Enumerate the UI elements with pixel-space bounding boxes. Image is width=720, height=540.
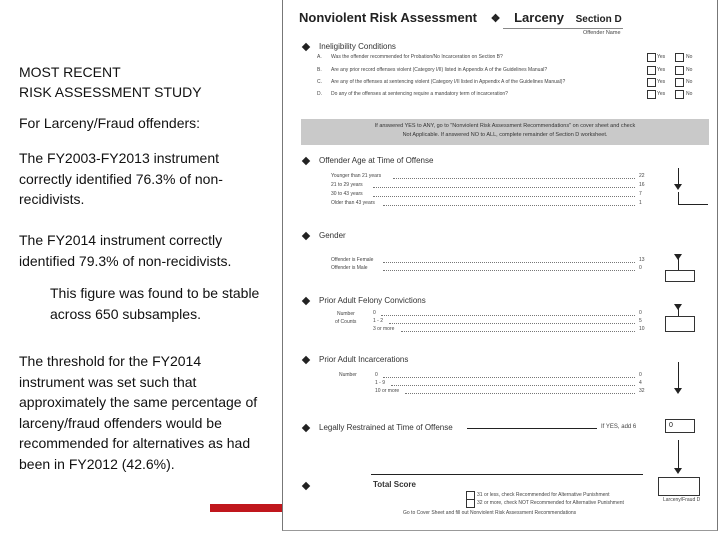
arrow-down-icon <box>674 388 682 394</box>
row-text: Do any of the offenses at sentencing require a mandatory term of incarceration? <box>331 91 508 97</box>
gender-score-box[interactable] <box>665 270 695 282</box>
paragraph-threshold: The threshold for the FY2014 instrument was set such that approximately the same percentage of larceny/fraud offenders would be recommended for alternatives as had been in FY2012 (42.6%). <box>19 353 258 472</box>
total-score-box[interactable] <box>658 477 700 496</box>
yes-checkbox[interactable] <box>647 66 656 75</box>
bullet-icon <box>302 356 310 364</box>
form-title <box>299 10 622 25</box>
paragraph-fy2014: The FY2014 instrument correctly identified 79.3% of non-recidivists. <box>19 232 232 269</box>
paragraph-fy2003: The FY2003-FY2013 instrument correctly identified 76.3% of non-recidivists. <box>19 150 223 207</box>
leader-dots <box>391 385 635 386</box>
yes-checkbox[interactable] <box>647 78 656 87</box>
felony-sublabel: of Counts <box>335 319 357 325</box>
flow-line <box>678 204 708 205</box>
subheading: For Larceny/Fraud offenders: <box>19 115 201 131</box>
incarc-row-score: 32 <box>639 388 645 394</box>
total-option-2: 32 or more, check NOT Recommended for Alternative Punishment <box>477 500 624 506</box>
yes-label: Yes <box>657 54 666 60</box>
yes-label: Yes <box>657 67 666 73</box>
heading-line-2: RISK ASSESSMENT STUDY <box>19 84 202 100</box>
age-row-score: 16 <box>639 182 645 188</box>
gender-row-text: Offender is Male <box>331 265 368 271</box>
yes-checkbox[interactable] <box>647 53 656 62</box>
form-title-left: Nonviolent Risk Assessment <box>299 10 477 25</box>
no-checkbox[interactable] <box>675 53 684 62</box>
row-letter: C. <box>317 79 322 85</box>
leader-dots <box>401 331 635 332</box>
total-footer: Go to Cover Sheet and fill out Nonviolent Risk Assessment Recommendations <box>403 510 577 516</box>
no-checkbox[interactable] <box>675 78 684 87</box>
bullet-icon <box>302 297 310 305</box>
incarc-row-score: 0 <box>639 372 642 378</box>
age-row-text: 21 to 29 years <box>331 182 363 188</box>
flow-line <box>678 192 679 204</box>
incarc-row-text: 0 <box>375 372 378 378</box>
no-label: No <box>686 67 693 73</box>
felony-label: Prior Adult Felony Convictions <box>319 296 426 305</box>
flow-line <box>678 440 679 470</box>
incarc-row-score: 4 <box>639 380 642 386</box>
leader-dots <box>389 323 635 324</box>
gender-row-text: Offender is Female <box>331 257 374 263</box>
form-title-middle: Larceny <box>514 10 564 25</box>
diamond-icon: ❖ <box>490 13 501 25</box>
bullet-icon <box>302 232 310 240</box>
row-letter: B. <box>317 67 322 73</box>
row-text: Was the offender recommended for Probation/No Incarceration on Section B? <box>331 54 503 60</box>
legally-label: Legally Restrained at Time of Offense <box>319 423 453 432</box>
offender-name-line <box>503 28 623 29</box>
leader-dots <box>393 178 635 179</box>
row-letter: D. <box>317 91 322 97</box>
no-checkbox[interactable] <box>675 90 684 99</box>
age-row-score: 22 <box>639 173 645 179</box>
bullet-icon <box>302 43 310 51</box>
age-row-text: Older than 43 years <box>331 200 375 206</box>
yes-label: Yes <box>657 91 666 97</box>
worksheet-form <box>282 0 718 531</box>
flow-line <box>467 428 597 429</box>
paragraph-stable: This figure was found to be stable across 650 subsamples. <box>50 285 260 322</box>
total-box-caption: Larceny/Fraud D <box>663 497 701 503</box>
gender-label: Gender <box>319 231 346 240</box>
no-checkbox[interactable] <box>675 66 684 75</box>
incarc-sublabel: Number <box>339 372 357 378</box>
felony-score-box[interactable] <box>665 316 695 332</box>
bullet-icon <box>302 482 310 490</box>
instruction-banner <box>301 119 709 145</box>
bullet-icon <box>302 424 310 432</box>
flow-line <box>371 474 643 475</box>
incarc-row-text: 1 - 9 <box>375 380 386 386</box>
bullet-icon <box>302 157 310 165</box>
ineligibility-label: Ineligibility Conditions <box>319 42 396 51</box>
leader-dots <box>373 187 635 188</box>
felony-sublabel: Number <box>337 311 355 317</box>
leader-dots <box>405 393 635 394</box>
leader-dots <box>383 262 635 263</box>
flow-line <box>678 308 679 316</box>
yes-checkbox[interactable] <box>647 90 656 99</box>
no-label: No <box>686 54 693 60</box>
felony-row-text: 3 or more <box>373 326 395 332</box>
leader-dots <box>383 270 635 271</box>
offender-name-label: Offender Name <box>583 30 621 36</box>
row-letter: A. <box>317 54 322 60</box>
flow-line <box>678 362 679 390</box>
felony-row-text: 1 - 2 <box>373 318 384 324</box>
gender-row-score: 0 <box>639 265 642 271</box>
row-text: Are any prior record offenses violent (Category I/II) listed in Appendix A of the Guidelines Manual? <box>331 67 548 73</box>
leader-dots <box>383 205 635 206</box>
form-section: Section D <box>575 14 622 25</box>
not-recommended-checkbox[interactable] <box>466 499 475 508</box>
arrow-down-icon <box>674 468 682 474</box>
felony-row-score: 10 <box>639 326 645 332</box>
leader-dots <box>373 196 635 197</box>
age-row-text: 30 to 43 years <box>331 191 363 197</box>
legally-score-box[interactable]: 0 <box>665 419 695 433</box>
no-label: No <box>686 91 693 97</box>
age-row-score: 7 <box>639 191 642 197</box>
incarc-row-text: 10 or more <box>375 388 400 394</box>
arrow-down-icon <box>674 184 682 190</box>
row-text: Are any of the offenses at sentencing violent (Category I/II listed in Appendix A of the Guidelines Manual)? <box>331 79 566 85</box>
banner-line-1: If answered YES to ANY, go to "Nonviolent Risk Assessment Recommendations" on cover sheet and check <box>374 123 636 129</box>
age-row-text: Younger than 21 years <box>331 173 382 179</box>
felony-row-text: 0 <box>373 310 376 316</box>
age-row-score: 1 <box>639 200 642 206</box>
slide-heading <box>19 62 202 102</box>
leader-dots <box>383 377 635 378</box>
flow-line <box>678 258 679 270</box>
felony-row-score: 0 <box>639 310 642 316</box>
total-option-1: 31 or less, check Recommended for Alternative Punishment <box>477 492 610 498</box>
age-label: Offender Age at Time of Offense <box>319 156 434 165</box>
incarc-label: Prior Adult Incarcerations <box>319 355 409 364</box>
heading-line-1: MOST RECENT <box>19 64 121 80</box>
gender-row-score: 13 <box>639 257 645 263</box>
felony-row-score: 5 <box>639 318 642 324</box>
no-label: No <box>686 79 693 85</box>
total-label: Total Score <box>373 480 416 489</box>
leader-dots <box>381 315 635 316</box>
legally-ifyes: If YES, add 6 <box>601 424 637 430</box>
yes-label: Yes <box>657 79 666 85</box>
banner-line-2: Not Applicable. If answered NO to ALL, complete remainder of Section D worksheet. <box>402 132 608 138</box>
